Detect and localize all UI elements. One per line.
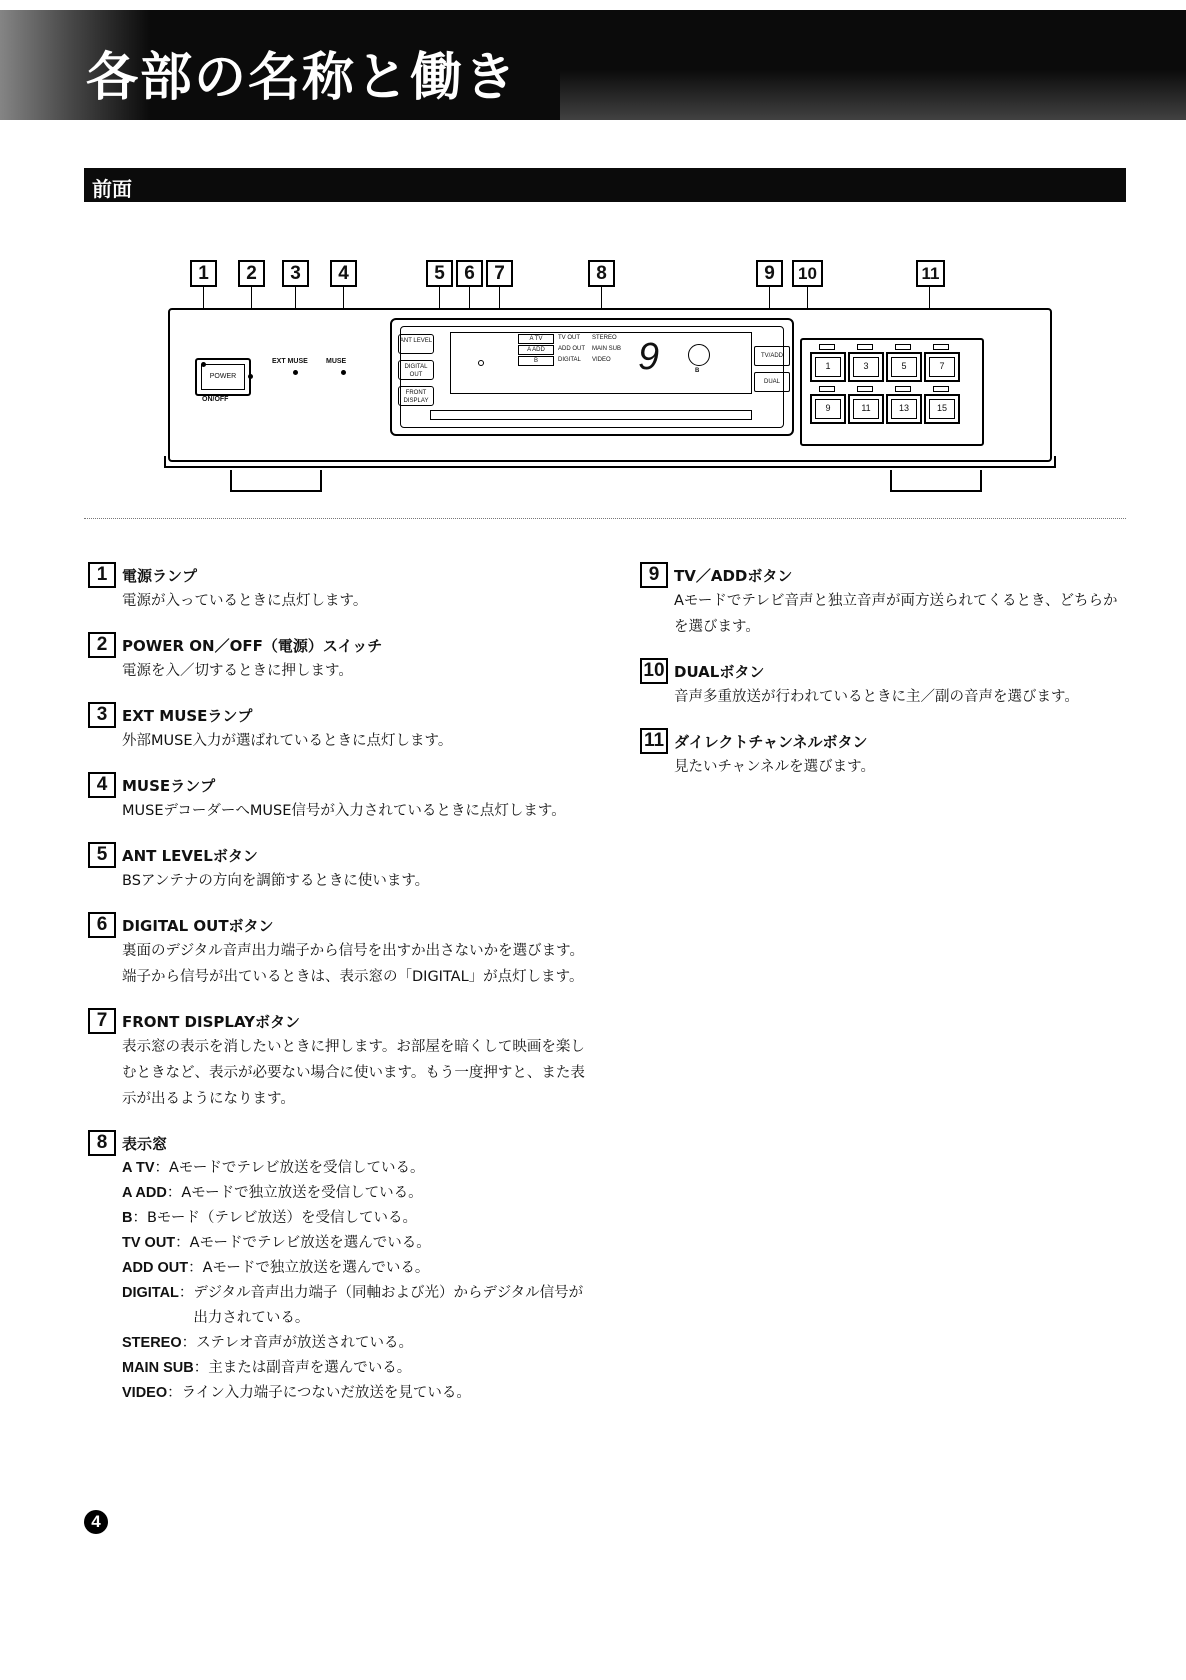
legend-text: Bモード（テレビ放送）を受信している。 [146,1210,418,1226]
channel-key-13[interactable]: 13 [886,394,922,424]
item-description: 見たいチャンネルを選びます。 [674,759,875,775]
channel-key-1[interactable]: 1 [810,352,846,382]
key-lamp [857,386,873,392]
onoff-label: ON/OFF [202,396,229,403]
page-title: 各部の名称と働き [86,48,519,108]
legend-text: 主または副音声を選んでいる。 [208,1360,412,1376]
lcd-stereo: STEREO [592,335,617,341]
display-indicator [478,360,484,366]
display-strip [430,410,752,420]
callout-2: 2 [238,260,265,287]
item-8 [88,1130,593,1406]
muse-label: MUSE [326,358,347,365]
legend-text: Aモードでテレビ放送を選んでいる。 [189,1235,431,1251]
legend-row: TV OUT ： Aモードでテレビ放送を選んでいる。 [122,1231,593,1256]
callout-9: 9 [756,260,783,287]
item-description: BSアンテナの方向を調節するときに使います。 [122,873,430,889]
channel-key-7[interactable]: 7 [924,352,960,382]
lcd-digital: DIGITAL [558,357,581,363]
lcd-channel-digit: 9 [638,336,660,378]
legend-row: DIGITAL ： デジタル音声出力端子（同軸および光）からデジタル信号が出力されている。 [122,1281,593,1331]
left-column [88,562,593,1424]
item-title: ダイレクトチャンネルボタン [674,732,868,751]
remote-sensor [688,344,710,366]
lcd-small-b: B [695,368,700,374]
legend-row: MAIN SUB ： 主または副音声を選んでいる。 [122,1356,593,1381]
legend-term: B [122,1210,133,1226]
callout-11: 11 [916,260,945,287]
ext-muse-label: EXT MUSE [272,358,308,365]
divider [84,518,1126,520]
display-window [450,332,752,394]
channel-key-9[interactable]: 9 [810,394,846,424]
title-band [0,10,1186,120]
legend-term: A ADD [122,1185,167,1201]
item-title: POWER ON／OFF（電源）スイッチ [122,636,383,655]
item-number: 3 [88,702,116,728]
legend-row: A ADD ： Aモードで独立放送を受信している。 [122,1181,593,1206]
legend-text: Aモードでテレビ放送を受信している。 [169,1160,425,1176]
item-description: Aモードでテレビ音声と独立音声が両方送られてくるとき、どちらかを選びます。 [674,593,1118,635]
legend-row: VIDEO ： ライン入力端子につないだ放送を見ている。 [122,1381,593,1406]
legend-term: STEREO [122,1335,182,1351]
item-number: 9 [640,562,668,588]
lcd-video: VIDEO [592,357,611,363]
item-6 [88,912,593,990]
legend-term: TV OUT [122,1235,176,1251]
callout-7: 7 [486,260,513,287]
item-number: 8 [88,1130,116,1156]
title-texture [560,70,1186,120]
item-number: 6 [88,912,116,938]
lcd-a-tv: A TV [518,334,554,344]
legend-text: ステレオ音声が放送されている。 [196,1335,414,1351]
legend-text: デジタル音声出力端子（同軸および光）からデジタル信号が出力されている。 [193,1285,584,1326]
item-title: DUALボタン [674,662,765,681]
item-number: 1 [88,562,116,588]
legend-row: A TV ： Aモードでテレビ放送を受信している。 [122,1156,593,1181]
lcd-tv-out: TV OUT [558,335,580,341]
item-number: 11 [640,728,668,754]
key-lamp [895,344,911,350]
key-lamp [933,386,949,392]
item-10 [640,658,1130,710]
channel-key-3[interactable]: 3 [848,352,884,382]
item-title: 表示窓 [122,1134,168,1153]
ext-muse-lamp [293,370,298,375]
lcd-b: B [518,356,554,366]
power-indicator [248,374,253,379]
callout-6: 6 [456,260,483,287]
callout-1: 1 [190,260,217,287]
legend-row: ADD OUT ： Aモードで独立放送を選んでいる。 [122,1256,593,1281]
channel-key-11[interactable]: 11 [848,394,884,424]
callout-8: 8 [588,260,615,287]
section-bar [84,168,1126,202]
muse-lamp [341,370,346,375]
callout-3: 3 [282,260,309,287]
item-description: 電源を入／切するときに押します。 [122,663,353,679]
item-title: TV／ADDボタン [674,566,793,585]
right-column [640,562,1130,798]
item-title: DIGITAL OUTボタン [122,916,274,935]
legend-row: STEREO ： ステレオ音声が放送されている。 [122,1331,593,1356]
legend-term: DIGITAL [122,1285,179,1301]
legend-text: Aモードで独立放送を選んでいる。 [202,1260,430,1276]
item-description: 表示窓の表示を消したいときに押します。お部屋を暗くして映画を楽しむときなど、表示が必要ない場合に使います。もう一度押すと、また表示が出るようになります。 [122,1039,585,1107]
foot-left [230,470,322,492]
item-9 [640,562,1130,640]
item-3 [88,702,593,754]
key-lamp [857,344,873,350]
item-1 [88,562,593,614]
item-number: 4 [88,772,116,798]
chassis-base [164,456,1056,468]
item-4 [88,772,593,824]
item-11 [640,728,1130,780]
tv-add-button[interactable]: TV/ADD [754,346,790,366]
item-number: 10 [640,658,668,684]
front-display-button[interactable]: FRONT DISPLAY [398,386,434,406]
item-number: 5 [88,842,116,868]
item-title: FRONT DISPLAYボタン [122,1012,300,1031]
item-title: EXT MUSEランプ [122,706,253,725]
section-title: 前面 [92,177,132,201]
legend-term: A TV [122,1160,155,1176]
item-title: ANT LEVELボタン [122,846,258,865]
digital-out-button[interactable]: DIGITAL OUT [398,360,434,380]
power-switch[interactable] [195,358,251,396]
foot-right [890,470,982,492]
item-description: MUSEデコーダーへMUSE信号が入力されているときに点灯します。 [122,803,566,819]
item-description: 電源が入っているときに点灯します。 [122,593,368,609]
legend-term: ADD OUT [122,1260,189,1276]
legend-term: MAIN SUB [122,1360,194,1376]
item-5 [88,842,593,894]
item-title: 電源ランプ [122,566,198,585]
key-lamp [895,386,911,392]
channel-key-5[interactable]: 5 [886,352,922,382]
lcd-a-add: A ADD [518,345,554,355]
item-title: MUSEランプ [122,776,216,795]
item-description: 音声多重放送が行われているときに主／副の音声を選びます。 [674,689,1079,705]
legend-term: VIDEO [122,1385,168,1401]
ant-level-button[interactable]: ANT LEVEL [398,334,434,354]
page-number: 4 [84,1510,108,1534]
lcd-add-out: ADD OUT [558,346,585,352]
callout-5: 5 [426,260,453,287]
item-number: 2 [88,632,116,658]
item-number: 7 [88,1008,116,1034]
callout-4: 4 [330,260,357,287]
front-panel-diagram [160,260,1060,500]
legend-text: ライン入力端子につないだ放送を見ている。 [181,1385,471,1401]
callout-10: 10 [792,260,823,287]
key-lamp [819,344,835,350]
power-switch-label: POWER [201,364,245,390]
item-2 [88,632,593,684]
item-description: 外部MUSE入力が選ばれているときに点灯します。 [122,733,453,749]
item-description: 裏面のデジタル音声出力端子から信号を出すか出さないかを選びます。端子から信号が出ているときは、表示窓の「DIGITAL」が点灯します。 [122,943,584,985]
legend-text: Aモードで独立放送を受信している。 [181,1185,423,1201]
lcd-main-sub: MAIN SUB [592,346,622,352]
dual-button[interactable]: DUAL [754,372,790,392]
key-lamp [933,344,949,350]
legend-row: B ： Bモード（テレビ放送）を受信している。 [122,1206,593,1231]
key-lamp [819,386,835,392]
channel-key-15[interactable]: 15 [924,394,960,424]
item-7 [88,1008,593,1112]
